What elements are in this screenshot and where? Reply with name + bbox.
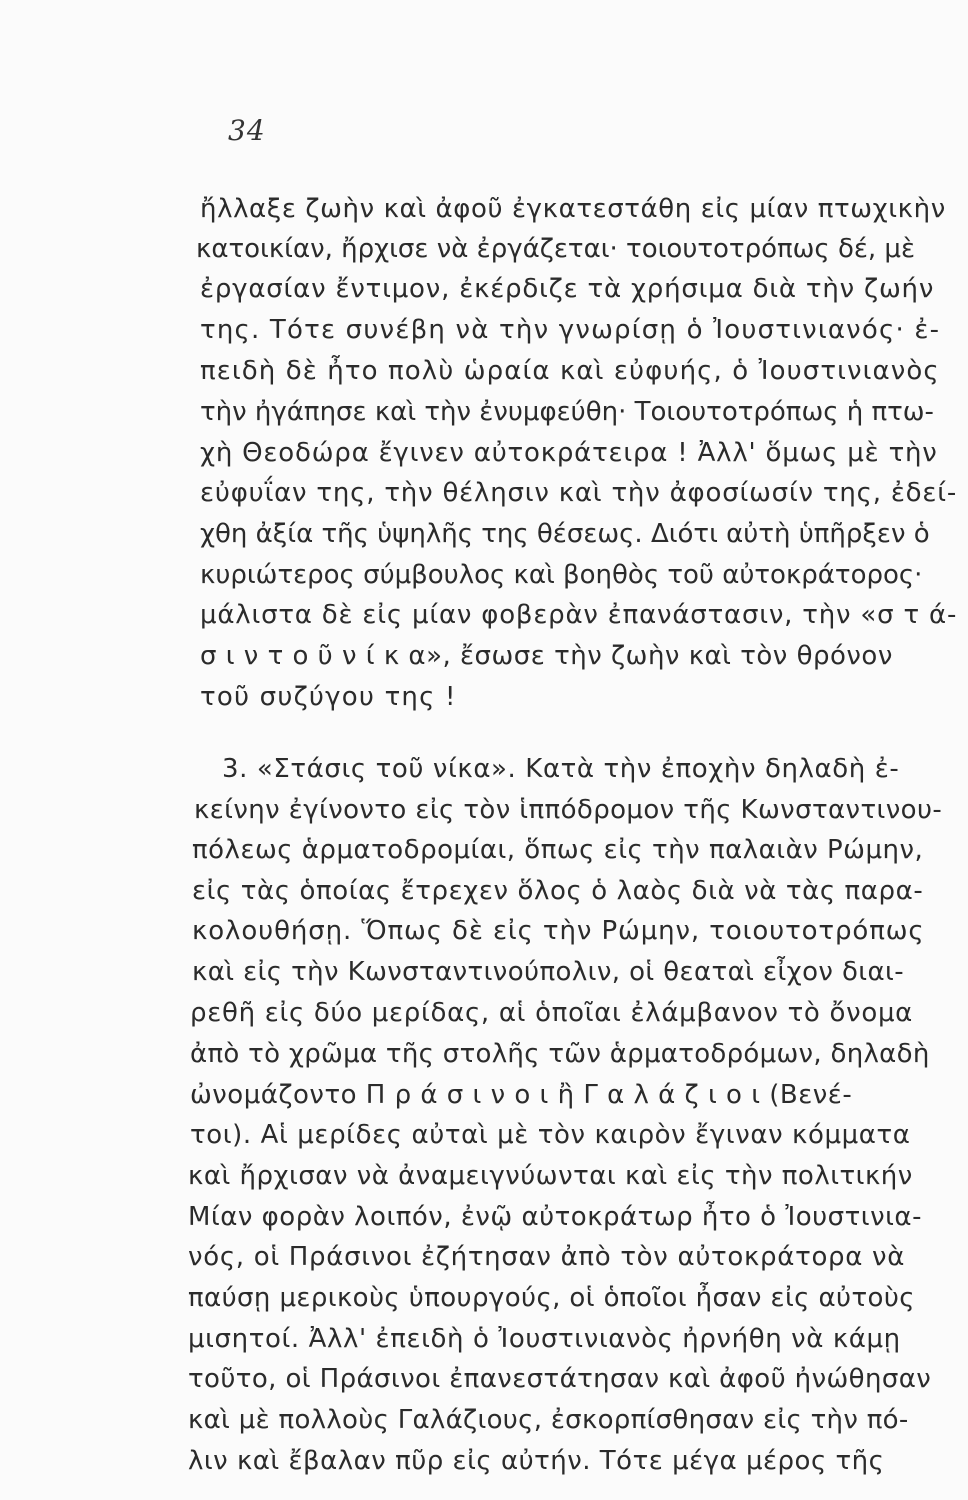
text-line: χθη ἀξία τῆς ὑψηλῆς της θέσεως. Διότι αὐτὴ ὑπῆρξεν ὁ [200,519,930,549]
text-line: καὶ μὲ πολλοὺς Γαλάζιους, ἐσκορπίσθησαν εἰς τὴν πό- [188,1405,909,1435]
section-heading-line: 3. «Στάσις τοῦ νίκα». Κατὰ τὴν ἐποχὴν δηλαδὴ ἐ- [222,754,900,784]
text-line: κατοικίαν, ἤρχισε νὰ ἐργάζεται· τοιουτοτρόπως δέ, μὲ [196,234,916,264]
text-line: εἰς τὰς ὁποίας ἔτρεχεν ὅλος ὁ λαὸς διὰ νὰ τὰς παρα- [192,876,924,906]
page-number: 34 [228,114,266,147]
text-line: τοι). Αἱ μερίδες αὐταὶ μὲ τὸν καιρὸν ἔγιναν κόμματα [190,1120,911,1150]
text-line: σ ι ν τ ο ῦ ν ί κ α», ἔσωσε τὴν ζωὴν καὶ τὸν θρόνον [200,641,893,671]
text-line: Μίαν φορὰν λοιπόν, ἐνῷ αὐτοκράτωρ ἦτο ὁ Ἰουστινια- [188,1202,922,1232]
text-line: τοῦ συζύγου της ! [200,682,457,712]
text-line: εὐφυΐαν της, τὴν θέλησιν καὶ τὴν ἀφοσίωσίν της, ἐδεί- [200,478,958,508]
text-line: παύσῃ μερικοὺς ὑπουργούς, οἱ ὁποῖοι ἦσαν εἰς αὐτοὺς [188,1283,915,1313]
text-line: νός, οἱ Πράσινοι ἐζήτησαν ἀπὸ τὸν αὐτοκράτορα νὰ [188,1242,906,1272]
text-line: ἐργασίαν ἔντιμον, ἐκέρδιζε τὰ χρήσιμα διὰ τὴν ζωήν [200,274,935,304]
text-line: μάλιστα δὲ εἰς μίαν φοβερὰν ἐπανάστασιν, τὴν «σ τ ά- [200,600,958,630]
text-line: λιν καὶ ἔβαλαν πῦρ εἰς αὐτήν. Τότε μέγα μέρος τῆς [188,1446,885,1476]
text-line: κολουθήσῃ. Ὅπως δὲ εἰς τὴν Ρώμην, τοιουτοτρόπως [192,916,925,946]
text-line: ἀπὸ τὸ χρῶμα τῆς στολῆς τῶν ἁρματοδρόμων, δηλαδὴ [190,1039,930,1069]
text-line: χὴ Θεοδώρα ἔγινεν αὐτοκράτειρα ! Ἀλλ' ὅμως μὲ τὴν [200,438,938,468]
text-line: κείνην ἐγίνοντο εἰς τὸν ἱππόδρομον τῆς Κωνσταντινου- [194,795,943,825]
text-line: τοῦτο, οἱ Πράσινοι ἐπανεστάτησαν καὶ ἀφοῦ ἠνώθησαν [188,1364,932,1394]
text-line: τὴν ἠγάπησε καὶ τὴν ἐνυμφεύθη· Τοιουτοτρόπως ἡ πτω- [200,397,934,427]
text-line: ὠνομάζοντο Π ρ ά σ ι ν ο ι ἢ Γ α λ ά ζ ι ο ι (Βενέ- [190,1080,853,1110]
text-line: ρεθῆ εἰς δύο μερίδας, αἱ ὁποῖαι ἐλάμβανον τὸ ὄνομα [190,998,914,1028]
text-line: καὶ εἰς τὴν Κωνσταντινούπολιν, οἱ θεαταὶ εἶχον διαι- [192,957,904,987]
text-line: πόλεως ἁρματοδρομίαι, ὅπως εἰς τὴν παλαιὰν Ρώμην, [192,835,924,865]
text-line: μισητοί. Ἀλλ' ἐπειδὴ ὁ Ἰουστινιανὸς ἠρνήθη νὰ κάμῃ [188,1324,901,1354]
text-line: της. Τότε συνέβη νὰ τὴν γνωρίσῃ ὁ Ἰουστινιανός· ἐ- [200,315,941,345]
text-line: καὶ ἤρχισαν νὰ ἀναμειγνύωνται καὶ εἰς τὴν πολιτικήν [188,1161,913,1191]
text-line: κυριώτερος σύμβουλος καὶ βοηθὸς τοῦ αὐτοκράτορος· [200,560,923,590]
text-line: πειδὴ δὲ ἦτο πολὺ ὡραία καὶ εὐφυής, ὁ Ἰουστινιανὸς [200,356,940,386]
text-line: ἤλλαξε ζωὴν καὶ ἀφοῦ ἐγκατεστάθη εἰς μίαν πτωχικὴν [200,194,946,224]
